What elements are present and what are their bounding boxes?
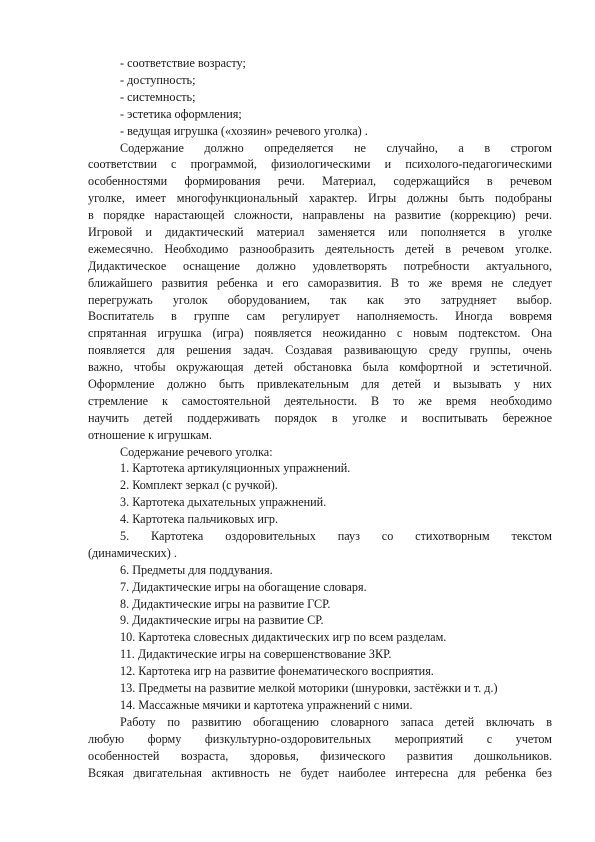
list-item: - соответствие возрасту; [120,56,246,70]
list-item: 5. Картотека оздоровительных пауз со стихотворным текстом [120,528,552,543]
list-item: 6. Предметы для поддувания. [120,562,273,577]
contents-list [88,460,552,713]
paragraph-line: Игровой и дидактический материал заменяется или пополняется в уголке [88,224,552,239]
paragraph-line: научить детей поддерживать порядок в уголке и воспитывать бережное [88,410,552,425]
paragraph-line: в порядке нарастающей сложности, направлены на развитие (коррекцию) речи. [88,208,552,223]
list-item: 8. Дидактические игры на развитие ГСР. [120,596,331,611]
list-item: 2. Комплект зеркал (с ручкой). [120,478,278,493]
requirements-list [88,55,552,139]
list-item: 13. Предметы на развитие мелкой моторики (шнуровки, застёжки и т. д.) [120,680,498,695]
paragraph-vocabulary-work [88,714,552,782]
list-item: 9. Дидактические игры на развитие СР. [120,613,324,628]
list-item: 1. Картотека артикуляционных упражнений. [120,461,351,476]
paragraph-line: появляется для решения задач. Создавая развивающую среду группы, очень [88,343,552,358]
paragraph-line: любую форму физкультурно-оздоровительных мероприятий с учетом [88,731,552,746]
paragraph-content-description [88,140,552,444]
list-item: 4. Картотека пальчиковых игр. [120,512,279,527]
paragraph-line: Дидактическое оснащение должно удовлетворять потребности актуального, [88,258,552,273]
paragraph-line: стремление к самостоятельной деятельности. В то же время необходимо [88,393,552,408]
list-item: 3. Картотека дыхательных упражнений. [120,495,327,510]
list-item-continuation: (динамических) . [88,545,177,560]
contents-heading: Содержание речевого уголка: [120,444,273,459]
list-item: - системность; [120,89,196,104]
paragraph-line: ежемесячно. Необходимо разнообразить деятельность детей в речевом уголке. [88,241,552,256]
paragraph-line: отношение к игрушкам. [88,427,212,442]
paragraph-line: Всякая двигательная активность не будет наиболее интересна для ребенка без [88,765,552,780]
paragraph-line: Оформление должно быть привлекательным для детей и вызывать у них [88,376,552,391]
paragraph-line: важно, чтобы окружающая детей обстановка была комфортной и эстетичной. [88,360,552,375]
paragraph-line: Работу по развитию обогащению словарного запаса детей включать в [120,715,552,729]
list-item: - ведущая игрушка («хозяин» речевого уголка) . [120,123,368,138]
list-item: - доступность; [120,72,196,87]
list-item: 14. Массажные мячики и картотека упражнений с ними. [120,697,413,712]
paragraph-line: ближайшего развития ребенка и его саморазвития. В то же время не следует [88,275,552,290]
list-item: 10. Картотека словесных дидактических игр по всем разделам. [120,630,447,645]
list-item: 11. Дидактические игры на совершенствование ЗКР. [120,647,392,662]
list-item: 12. Картотека игр на развитие фонематического восприятия. [120,664,434,679]
contents-heading-block [88,444,552,461]
list-item: 7. Дидактические игры на обогащение словаря. [120,579,367,594]
list-item: - эстетика оформления; [120,106,242,121]
paragraph-line: Воспитатель в группе сам регулирует наполняемость. Иногда вовремя [88,309,552,324]
paragraph-line: уголке, имеет многофункциональный характер. Игры должны быть подобраны [88,191,552,206]
paragraph-line: спрятанная игрушка (игра) появляется неожиданно с новым подтекстом. Она [88,326,552,341]
paragraph-line: соответствии с программой, физиологическими и психолого-педагогическими [88,157,552,172]
paragraph-line: особенностей возраста, здоровья, физического развития дошкольников. [88,748,552,763]
paragraph-line: перегружать уголок оборудованием, так как это затрудняет выбор. [88,292,552,307]
paragraph-line: особенностями формирования речи. Материал, содержащийся в речевом [88,174,552,189]
paragraph-line: Содержание должно определяется не случайно, а в строгом [120,140,552,155]
